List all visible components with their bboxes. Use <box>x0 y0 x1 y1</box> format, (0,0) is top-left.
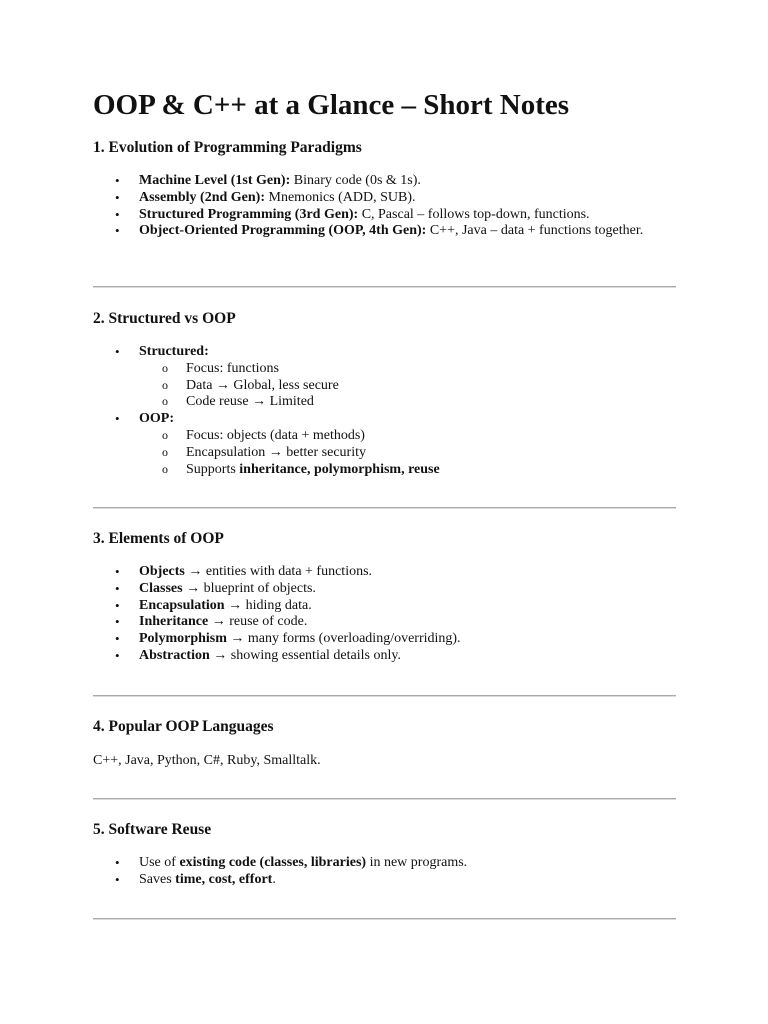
list-item: • OOP: o Focus: objects (data + methods) o Encapsulation → better security o Supports inheritance, polymorphism, reuse <box>93 411 676 478</box>
list-item: • Use of existing code (classes, libraries) in new programs. <box>93 855 676 872</box>
list-item: • Inheritance → reuse of code. <box>93 614 676 631</box>
section-structured-vs-oop <box>93 309 676 478</box>
list-item: • Encapsulation → hiding data. <box>93 598 676 615</box>
section-heading: 1. Evolution of Programming Paradigms <box>93 139 362 156</box>
elements-list <box>93 564 676 665</box>
section-heading: 4. Popular OOP Languages <box>93 718 274 735</box>
comparison-list <box>93 344 676 478</box>
list-item: • Object-Oriented Programming (OOP, 4th Gen): C++, Java – data + functions together. <box>93 223 676 240</box>
list-item: • Saves time, cost, effort. <box>93 872 676 889</box>
sub-list-item: o Code reuse → Limited <box>93 394 676 411</box>
section-divider <box>93 507 676 509</box>
sub-list <box>139 428 676 478</box>
list-item: • Structured: o Focus: functions o Data → Global, less secure o Code reuse → Limited <box>93 344 676 411</box>
paradigm-list <box>93 173 676 240</box>
list-item: • Abstraction → showing essential details only. <box>93 648 676 665</box>
sub-list-item: o Data → Global, less secure <box>93 378 676 395</box>
section-evolution <box>93 138 676 240</box>
sub-list-item: o Focus: objects (data + methods) <box>93 428 676 445</box>
page-title: OOP & C++ at a Glance – Short Notes <box>93 89 570 121</box>
section-divider <box>93 918 676 920</box>
section-heading: 3. Elements of OOP <box>93 530 224 547</box>
list-item: • Machine Level (1st Gen): Binary code (0s & 1s). <box>93 173 676 190</box>
sub-list <box>139 361 676 411</box>
section-divider <box>93 798 676 800</box>
section-heading: 5. Software Reuse <box>93 821 212 838</box>
list-item: • Structured Programming (3rd Gen): C, Pascal – follows top-down, functions. <box>93 207 676 224</box>
sub-list-item: o Encapsulation → better security <box>93 445 676 462</box>
section-software-reuse <box>93 820 676 889</box>
list-item: • Objects → entities with data + functions. <box>93 564 676 581</box>
languages-text: C++, Java, Python, C#, Ruby, Smalltalk. <box>93 753 321 768</box>
reuse-list <box>93 855 676 889</box>
section-languages <box>93 717 676 770</box>
sub-list-item: o Supports inheritance, polymorphism, reuse <box>93 462 676 479</box>
section-divider <box>93 695 676 697</box>
section-heading: 2. Structured vs OOP <box>93 310 236 327</box>
list-item: • Polymorphism → many forms (overloading/overriding). <box>93 631 676 648</box>
section-elements <box>93 529 676 665</box>
list-item: • Classes → blueprint of objects. <box>93 581 676 598</box>
section-divider <box>93 286 676 288</box>
list-item: • Assembly (2nd Gen): Mnemonics (ADD, SUB). <box>93 190 676 207</box>
sub-list-item: o Focus: functions <box>93 361 676 378</box>
